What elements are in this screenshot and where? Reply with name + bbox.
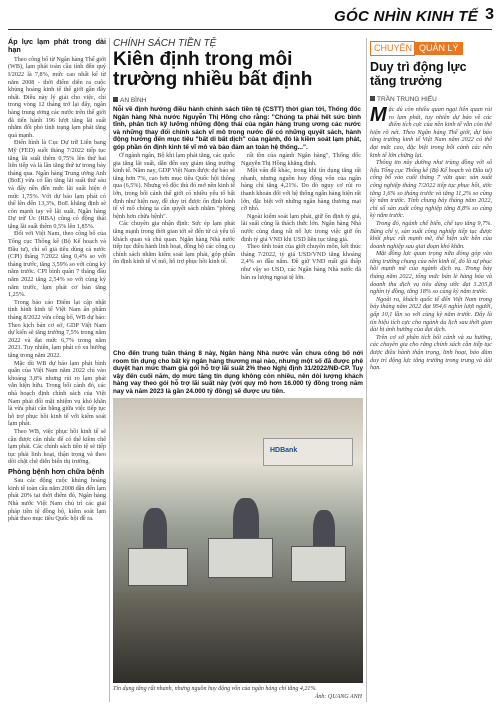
photo-credit: Ảnh: QUANG ANH [314,694,362,700]
article-column-2 [241,152,361,342]
header-rule [8,29,492,30]
paragraph: Thông tin này dường như trùng đồng với số liệu Tổng cục Thống kê (Bộ Kế hoạch và Đầu tư) công bố vào cuối tháng 7 vừa qua: sản xuất công nghiệp tháng 7/2022 tiếp tục phục hồi, ước tăng 1,6% so tháng trước và tăng 11,2% so cùng kỳ năm trước. Tính chung bảy tháng năm 2022, chỉ số sản xuất công nghiệp tăng 8,8% so cùng kỳ năm trước. [370,159,492,220]
article-column-1 [113,152,235,342]
paragraph: Trên cơ sở phân tích bối cảnh và xu hướng, các chuyên gia cho rằng chính sách cần tiếp tục được điều hành thận trọng, linh hoạt, bảo đảm duy trì động lực tăng trưởng trong trung và dài hạn. [370,333,492,372]
column-title: Duy trì động lực tăng trưởng [370,60,467,88]
paragraph: rất tồn của ngành Ngân hàng", Thống đốc Nguyễn Thị Hồng khẳng định. [241,152,361,167]
paragraph: Ngoài ra, khách quốc tế đến Việt Nam trong bảy tháng năm 2022 đạt 954,6 nghìn lượt người, gấp 10,1 lần so với cùng kỳ năm trước. Đây là tín hiệu tích cực cho ngành du lịch sau thời gian dài bị ảnh hưởng của đại dịch. [370,295,492,334]
paragraph: Ngoài kiểm soát lạm phát, giữ ổn định tỷ giá, lãi suất cũng là thách thức lớn. Ngân hàng Nhà nước cùng đang rất nỗ lực trong việc giữ ổn định tỷ giá VND khi USD liên tục tăng giá. [241,212,361,243]
paragraph: Mặc dù WB dự báo lạm phát bình quân của Việt Nam năm 2022 chỉ vào khoảng 3,8% nhưng rủi ro lạm phát vẫn hiện hữu. Trong bối cảnh đó, các nhà hoạch định chính sách của Việt Nam phải đối mặt nhiệm vụ khó khăn là vừa phải cân bằng giữa việc tiếp tục hỗ trợ phục hồi kinh tế với kiểm soát lạm phát. [8,359,106,428]
column-divider [109,38,110,702]
article-lead: Nỗi về định hướng điều hành chính sách tiền tệ (CSTT) thời gian tới, Thống đốc Ngân hàng Nhà nước Nguyễn Thị Hồng cho rằng: "Chúng ta phải hết sức bình tĩnh, phân tích kỹ lưỡng những động thái của ngân hàng trung ương các nước và những thay đổi chính sách vĩ mô trong nước để có những quyết sách, hành động hướng đến mục tiêu "bất di bất dịch" của ngành, đó là kiềm soát lạm phát, góp phần ổn định kinh tế vĩ mô và bảo đảm an toàn hệ thống...". [113,106,361,151]
byline-author: AN BÌNH [120,97,147,104]
column-kicker [370,41,492,54]
paragraph: Sau các động cuộc khủng hoảng kinh tế toàn cầu năm 2008 dẫn đến lạm phát 20% tại thời điểm đó, Ngân hàng Nhà nước Việt Nam chủ trì các giải pháp tiền tệ đồng bộ, kiểm soát lạm phát theo mục tiêu Quốc hội đề ra. [8,477,106,523]
article-headline: Kiên định trong môi trường nhiều bất định [113,49,313,90]
paragraph: Theo tính toán của giới chuyên môn, kết thúc tháng 7/2022, tỷ giá USD/VND tăng khoảng 2,4% so đầu năm. Đề giữ VND mất giá thấp như vậy so USD, các Ngân hàng Nhà nước đã bán ra lượng ngoại tệ lớn. [241,243,361,281]
kicker-tag: CHUYÊN [370,41,415,56]
subheading: Áp lực lạm phát trong dài hạn [8,37,106,55]
column-divider [366,38,367,702]
photo-monitor [208,538,273,578]
column-body [370,106,492,702]
column-byline [370,96,437,103]
left-column-article [8,36,106,702]
photo-monitor [291,546,346,582]
paragraph: Điển hình là Cục Dự trữ Liên bang Mỹ (FED) suốt tháng 7/2022 tiếp tục tăng lãi suất thêm 0,75% lên thứ hai liên tiếp và là lần tăng thứ tư trong bảy tháng qua. Ngân hàng Trung ương Anh (BoE) vừa có lần tăng lãi suất thứ sáu và đẩy nền đến mức lãi suất hiện ở mức 1,75%. Với dự báo lạm phát có thể lên đến 13,3%, BoE khẳng định sẽ còn mạnh tay về lãi suất. Ngân hàng Dự trữ Úc (RBA) cũng có động thái tăng lãi suất thêm 0,5% lên 1,85%. [8,139,106,230]
paragraph: Trong bảo cáo Điểm lại cập nhật tình hình kinh tế Việt Nam ấn phẩm tháng 8/2022 vừa công bố, WB dự báo: Theo kịch bản cơ sở, GDP Việt Nam dự kiến sẽ tăng trưởng 7,5% trong năm 2022 và đạt mức 6,7% trong năm 2023. Tuy nhiên, lạm phát có xu hướng tăng trong năm 2022. [8,298,106,359]
article-kicker: CHÍNH SÁCH TIỀN TỆ [113,38,217,49]
photo-counter [113,593,363,683]
paragraph: Theo WB, việc phục hồi kinh tế sẽ cần được cân nhắc để có thể kiềm chế lạm phát. Các chính sách tiền tệ sẽ tiếp tục phải linh hoạt, thận trọng và theo dõi chặt chẽ diễn biến thị trường. [8,427,106,466]
bank-sign: HDBank [263,438,353,466]
subheading: Phòng bệnh hơn chữa bệnh [8,466,105,476]
paragraph: Đối với Việt Nam, theo công bố của Tổng cục Thống kê (Bộ Kế hoạch và Đầu tư), chỉ số giá tiêu dùng cả nước (CPI) tháng 7/2022 tăng 0,4% so với tháng trước, tăng 3,59% so với cùng kỳ năm trước. CPI bình quân 7 tháng đầu năm 2022 tăng 2,54% so với cùng kỳ năm trước, lạm phát cơ bản tăng 1,25%. [8,230,106,299]
paragraph: Theo công bố từ Ngân hàng Thế giới (WB), lạm phát toàn cầu tính đến quý I/2022 là 7,8%, mức cao nhất kể từ năm 2008 - thời điểm diễn ra cuộc khủng hoảng kinh tế thế giới gần đây nhất. Điều này lý giải cho việc, chỉ trong vòng 12 tháng trở lại đây, ngân hàng trung ương các nước trên thế giới đã tiến hành 196 lượt tăng lãi suất nhằm đối phó tình trạng lạm phát tăng quá mạnh. [8,55,106,139]
byline-author: TRẦN TRUNG HIẾU [377,96,437,103]
photo-monitor [128,548,188,586]
byline-square-icon [370,96,375,101]
highlight-paragraph: Cho đến trung tuần tháng 8 này, Ngân hàng Nhà nước vẫn chưa công bố nới room tín dụng cho bất kỳ ngân hàng thương mại nào, nhưng một số đã được phê duyệt hạn mức tham gia gói hỗ trợ lãi suất 2% theo Nghị định 31/2022/NĐ-CP. Tuy vậy đến cuối năm, do mức tăng tín dụng không còn nhiều, nên dòi lượng khách hàng vay theo gói hỗ trợ lãi suất này (với quy mô hơn 16.000 tỷ đồng trong năm nay và năm 2023 là gần 24.000 tỷ đồng) sẽ được ưu tiên. [113,350,363,395]
bank-counter-photo [113,398,363,683]
paragraph: Mặt đồng lực quan trọng nữa đóng góp vào tăng trưởng chung của nền kinh tế, đó là sự phục hồi mạnh mẽ của ngành dịch vụ. Trong bảy tháng năm 2022, tổng mức bán lẻ hàng hóa và doanh thu dịch vụ tiêu dùng ước đạt 3.205,8 nghìn tỷ đồng, tăng 18% so cùng kỳ năm trước. [370,250,492,296]
byline-square-icon [113,97,118,102]
photo-caption: Tín dụng tăng rất nhanh, nhưng nguồn huy động vốn của ngân hàng chỉ tăng 4,21%. [113,686,317,692]
page-number: 3 [485,6,494,23]
page-header [0,0,500,30]
section-title: GÓC NHÌN KINH TẾ [334,8,478,25]
paragraph: Một vấn đề khác, trong khi tín dụng tăng rất nhanh, nhưng nguồn huy động vốn của ngân hàng chỉ tăng 4,21%. Do đó nguy cơ rủi ro thanh khoản đối với hệ thống ngân hàng hiện rất lớn, đặc biệt với những ngân hàng thương mại cỡ nhỏ. [241,167,361,213]
paragraph: Trong đó, ngành chế biến, chế tạo tăng 9,7%. Bảng chỉ y, sản xuất công nghiệp tiếp tục được khôi phục rất mạnh mẽ, thể hiện sức bền của doanh nghiệp sau giai đoạn khó khăn. [370,219,492,250]
paragraph: ặc dù còn nhiều quan ngại liên quan rủi ro lạm phát, tuy nhiên dự báo về các điểm tích cực của nền kinh tế vẫn còn thể hiện rõ nét. Theo Ngân hàng Thế giới, dự báo tăng trưởng kinh tế Việt Nam năm 2022 có thể đạt mức cao, đặc biệt trong bối cảnh các nền kinh tế lớn chững lại. [370,106,492,159]
paragraph: Các chuyên gia nhận định: Sức ép lạm phát tăng mạnh trong thời gian tới sẽ đến từ cả yếu tố khách quan và chủ quan. Ngân hàng Nhà nước tiếp tục điều hành linh hoạt, đồng bộ các công cụ chính sách nhằm kiểm soát lạm phát, góp phần ổn định kinh tế vĩ mô, hỗ trợ phục hồi kinh tế. [113,220,235,266]
kicker-label: QUẢN LÝ [415,42,463,55]
paragraph: Ở ngành ngân, Bộ khi lạm phát tăng, các quốc gia tăng lãi suất, dẫn đến suy giảm tăng trưởng kinh tế. Năm nay, GDP Việt Nam được dự báo sẽ tăng hơn 7%, cao hơn mục tiêu Quốc hội thông qua (6,5%). Nhưng vô độc thù đó mở nền kinh tế lớn, trong bối cảnh thế giới có nhiều yếu tố bất định như hiện nay, đề duy trì được ổn định kinh tế vĩ mô chúng ta cần quyết sách nhằm "phòng bệnh hơn chữa bệnh". [113,152,235,220]
article-byline [113,97,146,104]
drop-cap: M [370,106,387,126]
